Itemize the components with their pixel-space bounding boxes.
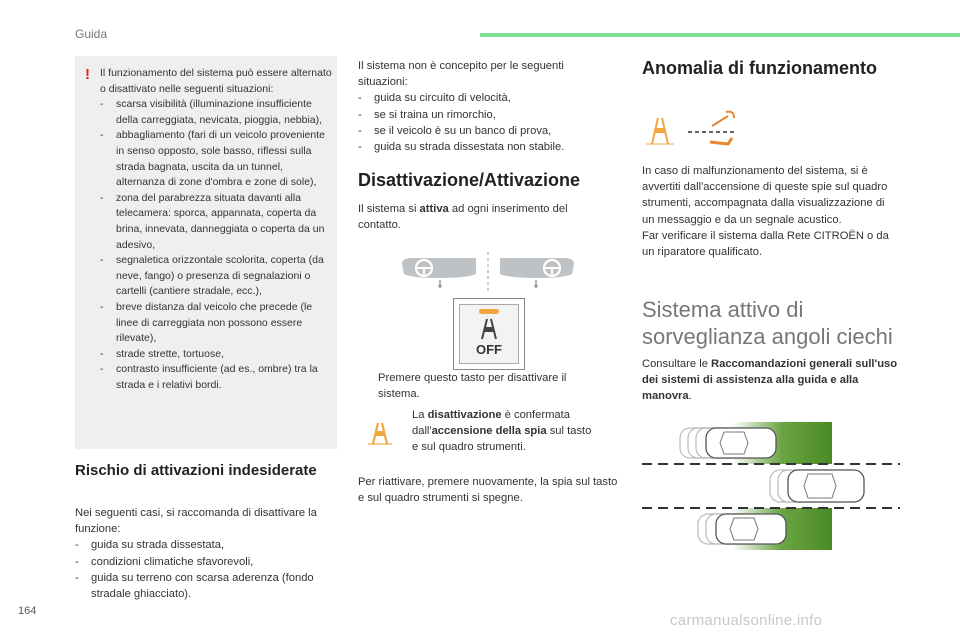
off-button-face — [459, 304, 519, 364]
warning-exclamation-icon: ! — [85, 66, 90, 83]
not-designed-text — [358, 58, 598, 155]
list-item: - contrasto insufficiente (ad es., ombre) tra la strada e i relativi bordi. — [100, 362, 332, 393]
list-item: - se si traina un rimorchio, — [358, 107, 598, 123]
text-segment: è confermata dall' — [412, 409, 570, 438]
list-item: - se il veicolo è su un banco di prova, — [358, 123, 598, 139]
text-bold: attiva — [419, 203, 449, 215]
header-section-label: Guida — [75, 27, 108, 41]
warning-list — [100, 97, 332, 393]
text-segment: Consultare le — [642, 358, 712, 370]
list-item: - zona del parabrezza situata davanti alla telecamera: sporca, appannata, coperta da brina, innevata, danneggiata o coperta da un adesivo, — [100, 191, 332, 253]
header-accent-bar — [480, 33, 960, 37]
page-number: 164 — [18, 605, 37, 617]
list-item: - guida su strada dissestata, — [75, 537, 337, 553]
lane-alert-icon — [366, 420, 394, 446]
wrench-icon — [710, 112, 734, 144]
list-item: - scarsa visibilità (illuminazione insufficiente della carreggiata, nevicata, pioggia, nebbia), — [100, 97, 332, 128]
lane-alert-icon — [646, 118, 674, 144]
indicator-lamp — [479, 309, 499, 314]
text-segment: sul tasto e sul quadro strumenti. — [412, 425, 592, 454]
off-button-label: OFF — [476, 342, 502, 357]
unwanted-text — [75, 505, 337, 602]
unwanted-title: Rischio di attivazioni indesiderate — [75, 462, 317, 479]
not-designed-intro: Il sistema non è concepito per le seguenti situazioni: — [358, 60, 564, 89]
lane-alert-icon — [475, 317, 503, 341]
blind-spot-text — [642, 356, 904, 405]
off-button-illustration — [453, 298, 525, 370]
not-designed-list — [358, 90, 598, 155]
step-text: Premere questo tasto per disattivare il sistema. — [378, 372, 567, 401]
watermark: carmanualsonline.info — [670, 612, 823, 629]
list-item: - condizioni climatiche sfavorevoli, — [75, 554, 337, 570]
list-item: - strade strette, tortuose, — [100, 347, 332, 363]
warning-intro: Il funzionamento del sistema può essere alternato o disattivato nelle seguenti situazioni: — [100, 67, 332, 95]
car-icon — [716, 514, 786, 544]
reactivate-text: Per riattivare, premere nuovamente, la spia sul tasto e sul quadro strumenti si spegne. — [358, 476, 618, 505]
text-segment: Il sistema si — [358, 203, 420, 215]
malfunction-p2: Far verificare il sistema dalla Rete CITROËN o da un riparatore qualificato. — [642, 229, 889, 259]
confirm-text — [412, 407, 600, 456]
malfunction-text — [642, 163, 892, 260]
malfunction-title: Anomalia di funzionamento — [642, 58, 878, 78]
blind-spot-title: Sistema attivo di sorveglianza angoli ciechi — [642, 297, 893, 349]
list-item: - guida su circuito di velocità, — [358, 90, 598, 106]
dashboard-illustration — [398, 248, 578, 293]
unwanted-intro: Nei seguenti casi, si raccomanda di disattivare la funzione: — [75, 507, 317, 536]
deactivation-title: Disattivazione/Attivazione — [358, 170, 581, 190]
text-bold: disattivazione — [427, 409, 502, 421]
deactivation-text — [358, 201, 598, 233]
blind-spot-illustration — [640, 418, 902, 554]
list-item: - abbagliamento (fari di un veicolo proveniente in senso opposto, sole basso, riflessi sulla strada bagnata, uscita da un tunnel, alternanza di zone d'ombra e zone di sole), — [100, 128, 332, 190]
list-item: - guida su terreno con scarsa aderenza (fondo stradale ghiacciato). — [75, 570, 337, 602]
malfunction-lamps — [646, 110, 738, 150]
text-bold: accensione della spia — [431, 425, 547, 438]
car-icon — [788, 470, 864, 502]
list-item: - guida su strada dissestata non stabile. — [358, 139, 598, 155]
car-icon — [706, 428, 776, 458]
text-segment: ad ogni inserimento del contatto. — [358, 203, 568, 232]
text-bold: Raccomandazioni generali sull'uso dei sistemi di assistenza alla guida e alla manovra — [642, 358, 898, 403]
malfunction-p1: In caso di malfunzionamento del sistema, si è avvertiti dall'accensione di queste spie sul quadro strumenti, accompagnata dalla visualizzazione di un messaggio e da un segnale acustico. — [642, 165, 888, 226]
text-segment: La — [412, 409, 428, 421]
list-item: - breve distanza dal veicolo che precede (le linee di carreggiata non possono essere rilevate), — [100, 300, 332, 347]
warning-text — [100, 66, 332, 393]
list-item: - segnaletica orizzontale scolorita, coperta (da neve, fango) o presenza di segnalazioni o cartelli (cantiere stradale, ecc.), — [100, 253, 332, 300]
unwanted-list — [75, 537, 337, 602]
text-segment: . — [688, 390, 692, 403]
